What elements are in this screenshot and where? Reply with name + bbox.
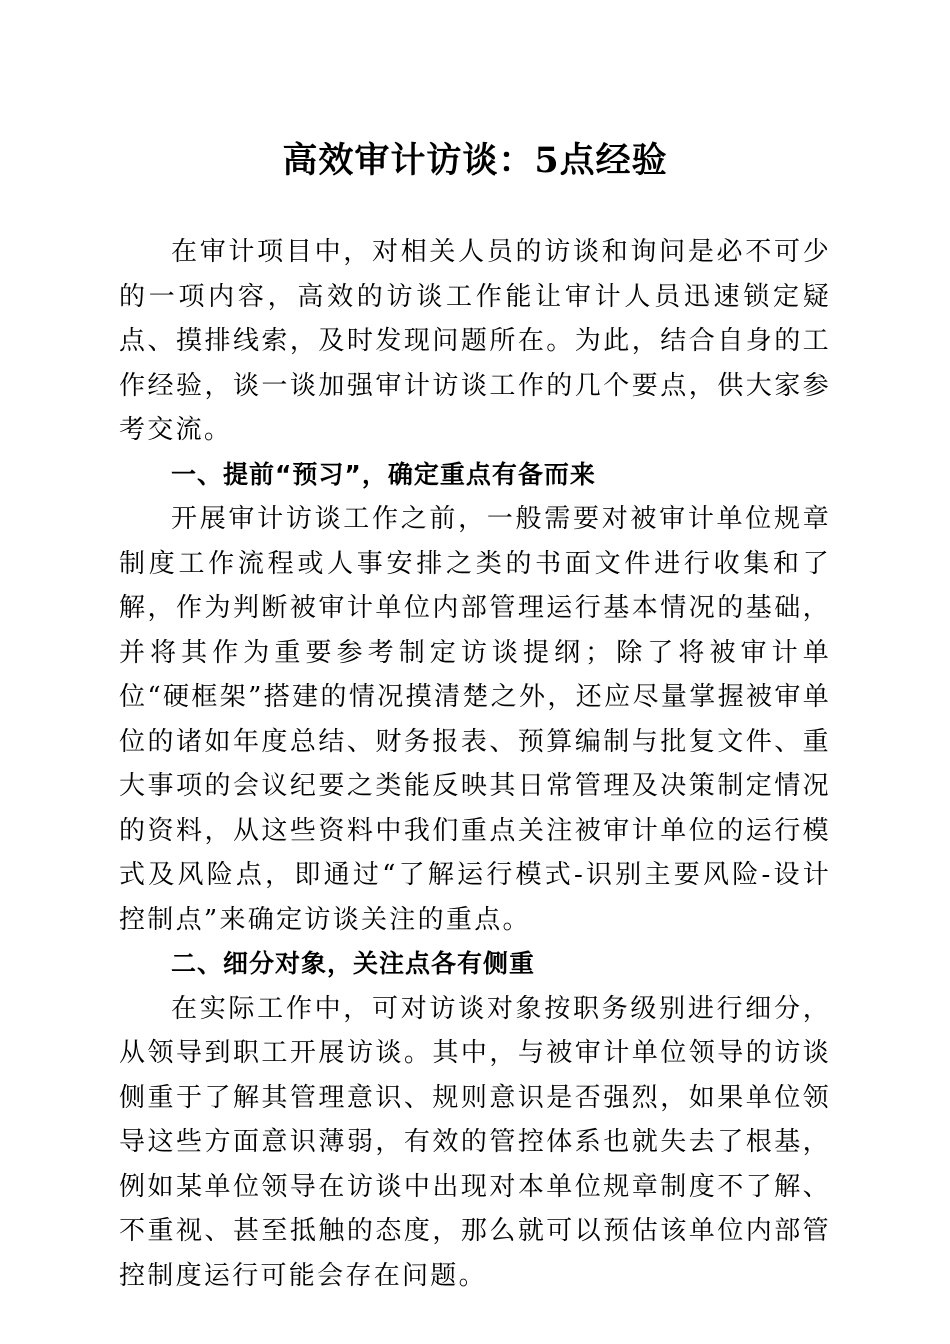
document-body (119, 230, 831, 1298)
section-paragraph-1: 开展审计访谈工作之前，一般需要对被审计单位规章制度工作流程或人事安排之类的书面文件进行收集和了解，作为判断被审计单位内部管理运行基本情况的基础，并将其作为重要参考制定访谈提纲；除了将被审计单位“硬框架”搭建的情况摸清楚之外，还应尽量掌握被审单位的诸如年度总结、财务报表、预算编制与批复文件、重大事项的会议纪要之类能反映其日常管理及决策制定情况的资料，从这些资料中我们重点关注被审计单位的运行模式及风险点，即通过“了解运行模式-识别主要风险-设计控制点”来确定访谈关注的重点。 (119, 504, 831, 935)
section-paragraph-2: 在实际工作中，可对访谈对象按职务级别进行细分，从领导到职工开展访谈。其中，与被审计单位领导的访谈侧重于了解其管理意识、规则意识是否强烈，如果单位领导这些方面意识薄弱，有效的管控体系也就失去了根基，例如某单位领导在访谈中出现对本单位规章制度不了解、不重视、甚至抵触的态度，那么就可以预估该单位内部管控制度运行可能会存在问题。 (119, 993, 831, 1291)
section-heading-1: 一、提前“预习”，确定重点有备而来 (171, 459, 596, 489)
document-title: 高效审计访谈：5点经验 (282, 140, 668, 181)
intro-paragraph: 在审计项目中，对相关人员的访谈和询问是必不可少的一项内容，高效的访谈工作能让审计人员迅速锁定疑点、摸排线索，及时发现问题所在。为此，结合自身的工作经验，谈一谈加强审计访谈工作的几个要点，供大家参考交流。 (119, 237, 831, 445)
section-heading-2: 二、细分对象，关注点各有侧重 (171, 949, 536, 978)
